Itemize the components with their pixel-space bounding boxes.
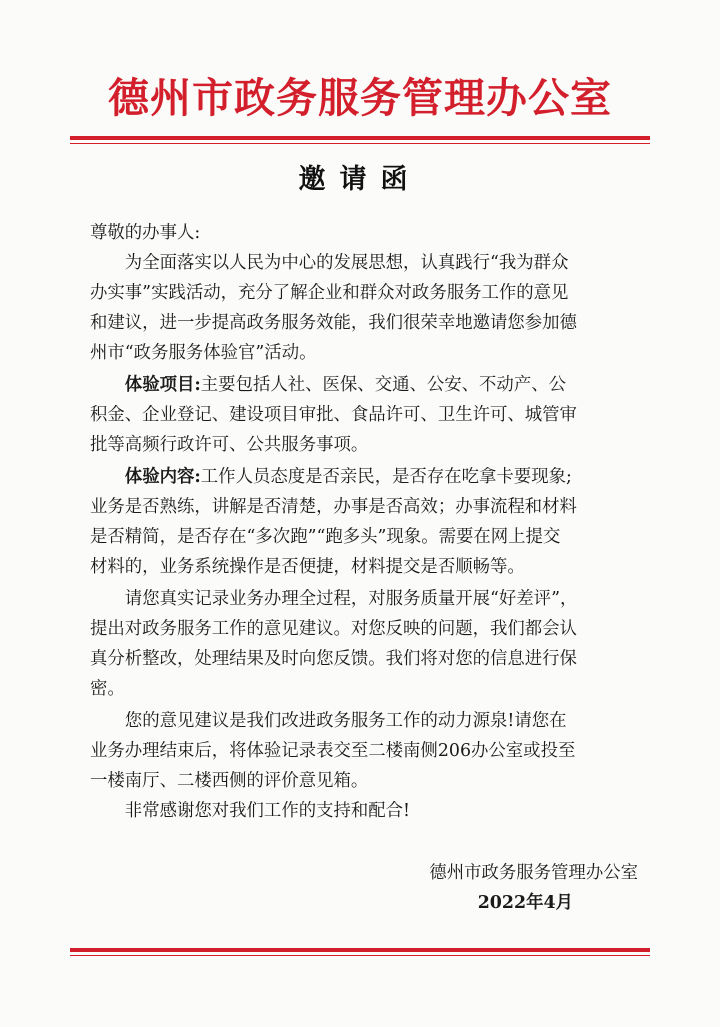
content-label: 体验内容: — [124, 467, 201, 487]
text-line: 提出对政务服务工作的意见建议。对您反映的问题，我们都会认 — [90, 619, 577, 639]
signature-date: 2022年4月 — [477, 893, 573, 913]
text-line: 业务是否熟练，讲解是否清楚，办事是否高效；办事流程和材料 — [90, 497, 577, 517]
text-line: 积金、企业登记、建设项目审批、食品许可、卫生许可、城管审 — [90, 405, 577, 425]
paragraph-thanks: 非常感谢您对我们工作的支持和配合! — [124, 801, 411, 821]
footer-rule-thick — [70, 948, 650, 952]
text-line: 您的意见建议是我们改进政务服务工作的动力源泉!请您在 — [124, 711, 567, 731]
paragraph-feedback — [90, 706, 640, 796]
letterhead-organization: 德州市政务服务管理办公室 — [108, 74, 612, 122]
paragraph-items — [90, 370, 640, 460]
text-line: 是否精简，是否存在“多次跑”“跑多头”现象。需要在网上提交 — [90, 527, 561, 547]
paragraph-record — [90, 584, 640, 704]
paragraph-intro — [90, 248, 640, 368]
text-line: 主要包括人社、医保、交通、公安、不动产、公 — [200, 375, 566, 395]
salutation: 尊敬的办事人: — [90, 223, 201, 243]
text-line: 和建议，进一步提高政务服务效能，我们很荣幸地邀请您参加德 — [90, 313, 577, 333]
document-title: 邀请函 — [298, 164, 422, 195]
paragraph-content — [90, 462, 640, 582]
text-line: 办实事”实践活动，充分了解企业和群众对政务服务工作的意见 — [90, 283, 569, 303]
text-line: 真分析整改，处理结果及时向您反馈。我们将对您的信息进行保 — [90, 649, 577, 669]
text-line: 材料的，业务系统操作是否便捷，材料提交是否顺畅等。 — [90, 557, 525, 577]
text-line: 为全面落实以人民为中心的发展思想，认真践行“我为群众 — [124, 253, 569, 273]
text-line: 一楼南厅、二楼西侧的评价意见箱。 — [90, 771, 369, 791]
items-label: 体验项目: — [124, 375, 201, 395]
letter-body — [90, 218, 640, 826]
text-line: 业务办理结束后，将体验记录表交至二楼南侧206办公室或投至 — [90, 741, 576, 761]
footer-rule-thin — [70, 955, 650, 956]
text-line: 请您真实记录业务办理全过程，对服务质量开展“好差评”， — [124, 589, 578, 609]
signature-organization: 德州市政务服务管理办公室 — [429, 863, 638, 883]
text-line: 批等高频行政许可、公共服务事项。 — [90, 435, 369, 455]
text-line: 密。 — [90, 679, 125, 699]
letterhead-rule-thick — [70, 136, 650, 140]
text-line: 工作人员态度是否亲民，是否存在吃拿卡要现象; — [200, 467, 572, 487]
text-line: 州市“政务服务体验官”活动。 — [90, 343, 317, 363]
letterhead-rule-thin — [70, 143, 650, 144]
